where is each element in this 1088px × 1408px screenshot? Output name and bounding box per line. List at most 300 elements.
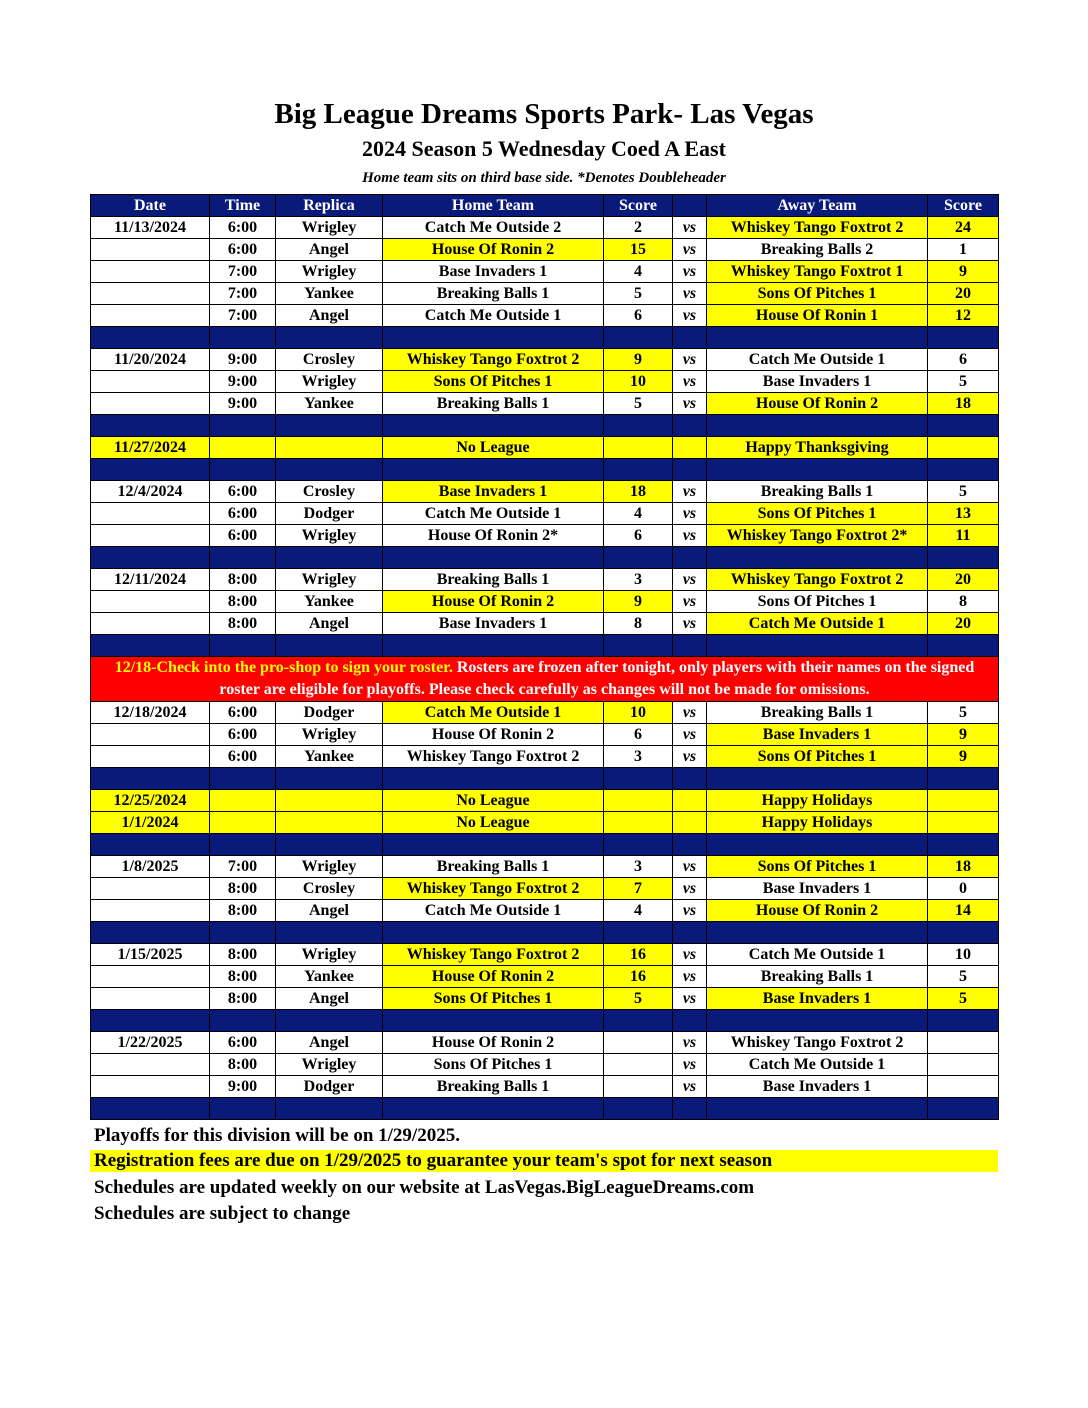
home-score-cell: 3 [604, 746, 673, 768]
away-score-cell: 9 [928, 724, 999, 746]
vs-cell [673, 790, 707, 812]
replica-cell: Yankee [276, 283, 383, 305]
date-cell [91, 371, 210, 393]
replica-cell: Angel [276, 1032, 383, 1054]
away-team-cell: Base Invaders 1 [707, 1076, 928, 1098]
date-cell [91, 591, 210, 613]
vs-cell: vs [673, 569, 707, 591]
away-team-cell: Sons Of Pitches 1 [707, 503, 928, 525]
game-row [91, 283, 999, 305]
separator-cell [210, 635, 276, 657]
separator-cell [210, 1010, 276, 1032]
home-score-cell: 6 [604, 724, 673, 746]
col-header-vs [673, 195, 707, 217]
away-team-cell: Happy Holidays [707, 790, 928, 812]
time-cell: 8:00 [210, 966, 276, 988]
home-team-cell: House Of Ronin 2* [383, 525, 604, 547]
game-row [91, 481, 999, 503]
home-team-cell: Sons Of Pitches 1 [383, 988, 604, 1010]
time-cell: 6:00 [210, 724, 276, 746]
vs-cell: vs [673, 349, 707, 371]
no-league-row [91, 812, 999, 834]
game-row [91, 525, 999, 547]
replica-cell: Angel [276, 988, 383, 1010]
date-cell [91, 900, 210, 922]
separator-cell [91, 327, 210, 349]
separator-cell [91, 768, 210, 790]
away-team-cell: Base Invaders 1 [707, 988, 928, 1010]
away-score-cell [928, 790, 999, 812]
replica-cell: Yankee [276, 746, 383, 768]
time-cell: 6:00 [210, 503, 276, 525]
game-row [91, 746, 999, 768]
separator-cell [707, 834, 928, 856]
date-cell [91, 988, 210, 1010]
time-cell [210, 437, 276, 459]
home-team-cell: Breaking Balls 1 [383, 393, 604, 415]
time-cell: 8:00 [210, 900, 276, 922]
replica-cell: Crosley [276, 481, 383, 503]
roster-notice-text: Rosters are frozen after tonight, only players with their names on the signed roster are eligible for playoffs. Please check carefully as changes will not be made for omissions. [219, 659, 975, 698]
home-score-cell: 4 [604, 900, 673, 922]
home-team-cell: Base Invaders 1 [383, 481, 604, 503]
game-row [91, 878, 999, 900]
home-score-cell: 5 [604, 393, 673, 415]
away-score-cell: 5 [928, 481, 999, 503]
separator-cell [276, 547, 383, 569]
home-team-cell: House Of Ronin 2 [383, 239, 604, 261]
home-team-cell: No League [383, 437, 604, 459]
separator-cell [928, 1098, 999, 1120]
replica-cell: Wrigley [276, 217, 383, 239]
home-team-cell: Sons Of Pitches 1 [383, 1054, 604, 1076]
away-score-cell: 5 [928, 702, 999, 724]
away-team-cell: House Of Ronin 2 [707, 393, 928, 415]
separator-cell [673, 768, 707, 790]
vs-cell: vs [673, 1032, 707, 1054]
separator-cell [673, 415, 707, 437]
away-score-cell: 18 [928, 393, 999, 415]
home-team-cell: No League [383, 812, 604, 834]
away-team-cell: Catch Me Outside 1 [707, 349, 928, 371]
separator-row [91, 922, 999, 944]
time-cell: 8:00 [210, 878, 276, 900]
separator-cell [383, 768, 604, 790]
game-row [91, 944, 999, 966]
away-team-cell: Happy Thanksgiving [707, 437, 928, 459]
separator-cell [91, 459, 210, 481]
separator-cell [210, 547, 276, 569]
schedule-note: Home team sits on third base side. *Denotes Doubleheader [362, 170, 726, 186]
roster-notice [91, 657, 999, 702]
home-score-cell [604, 1054, 673, 1076]
separator-cell [276, 415, 383, 437]
time-cell: 9:00 [210, 393, 276, 415]
separator-cell [276, 635, 383, 657]
replica-cell: Yankee [276, 966, 383, 988]
vs-cell: vs [673, 305, 707, 327]
home-team-cell: Catch Me Outside 1 [383, 900, 604, 922]
separator-cell [707, 1010, 928, 1032]
time-cell: 8:00 [210, 944, 276, 966]
separator-cell [604, 635, 673, 657]
separator-cell [707, 459, 928, 481]
replica-cell: Dodger [276, 1076, 383, 1098]
vs-cell: vs [673, 1076, 707, 1098]
footer-website [90, 1177, 998, 1199]
date-cell: 1/1/2024 [91, 812, 210, 834]
separator-cell [91, 922, 210, 944]
away-score-cell: 20 [928, 283, 999, 305]
date-cell: 1/8/2025 [91, 856, 210, 878]
date-cell: 11/13/2024 [91, 217, 210, 239]
separator-cell [673, 547, 707, 569]
date-cell [91, 305, 210, 327]
home-score-cell: 5 [604, 283, 673, 305]
schedule-table [90, 194, 999, 1120]
separator-cell [383, 547, 604, 569]
time-cell: 6:00 [210, 702, 276, 724]
away-score-cell: 24 [928, 217, 999, 239]
no-league-row [91, 790, 999, 812]
away-score-cell: 18 [928, 856, 999, 878]
game-row [91, 217, 999, 239]
away-score-cell: 12 [928, 305, 999, 327]
away-score-cell: 9 [928, 261, 999, 283]
replica-cell [276, 812, 383, 834]
vs-cell: vs [673, 746, 707, 768]
separator-cell [276, 768, 383, 790]
game-row [91, 1076, 999, 1098]
home-team-cell: Catch Me Outside 1 [383, 305, 604, 327]
separator-cell [383, 1010, 604, 1032]
page-title: Big League Dreams Sports Park- Las Vegas [274, 98, 814, 130]
separator-cell [673, 834, 707, 856]
separator-cell [276, 459, 383, 481]
home-team-cell: Catch Me Outside 1 [383, 702, 604, 724]
vs-cell: vs [673, 393, 707, 415]
separator-cell [276, 1098, 383, 1120]
home-score-cell [604, 812, 673, 834]
replica-cell: Yankee [276, 591, 383, 613]
separator-cell [210, 327, 276, 349]
date-cell [91, 878, 210, 900]
date-cell [91, 503, 210, 525]
game-row [91, 393, 999, 415]
vs-cell: vs [673, 283, 707, 305]
away-score-cell: 5 [928, 988, 999, 1010]
time-cell: 9:00 [210, 1076, 276, 1098]
replica-cell: Crosley [276, 878, 383, 900]
vs-cell [673, 437, 707, 459]
separator-cell [383, 1098, 604, 1120]
separator-cell [276, 834, 383, 856]
replica-cell: Wrigley [276, 371, 383, 393]
home-score-cell: 16 [604, 966, 673, 988]
home-score-cell: 9 [604, 349, 673, 371]
separator-row [91, 834, 999, 856]
home-team-cell: Breaking Balls 1 [383, 856, 604, 878]
time-cell: 6:00 [210, 239, 276, 261]
home-score-cell [604, 790, 673, 812]
time-cell: 8:00 [210, 613, 276, 635]
home-team-cell: House Of Ronin 2 [383, 966, 604, 988]
time-cell: 7:00 [210, 305, 276, 327]
separator-cell [383, 834, 604, 856]
time-cell: 8:00 [210, 569, 276, 591]
vs-cell: vs [673, 988, 707, 1010]
col-header-home-score: Score [604, 195, 673, 217]
no-league-row [91, 437, 999, 459]
vs-cell: vs [673, 217, 707, 239]
separator-row [91, 768, 999, 790]
footer-playoffs [90, 1125, 998, 1147]
replica-cell [276, 437, 383, 459]
vs-cell: vs [673, 613, 707, 635]
date-cell [91, 613, 210, 635]
footer-change-text: Schedules are subject to change [94, 1203, 351, 1224]
home-score-cell: 9 [604, 591, 673, 613]
separator-row [91, 327, 999, 349]
separator-cell [928, 768, 999, 790]
separator-row [91, 547, 999, 569]
home-team-cell: Whiskey Tango Foxtrot 2 [383, 878, 604, 900]
date-cell: 1/15/2025 [91, 944, 210, 966]
vs-cell: vs [673, 371, 707, 393]
home-score-cell: 7 [604, 878, 673, 900]
time-cell: 6:00 [210, 525, 276, 547]
home-score-cell: 6 [604, 525, 673, 547]
game-row [91, 988, 999, 1010]
time-cell: 8:00 [210, 988, 276, 1010]
away-team-cell: Catch Me Outside 1 [707, 1054, 928, 1076]
home-team-cell: No League [383, 790, 604, 812]
home-team-cell: House Of Ronin 2 [383, 591, 604, 613]
away-team-cell: Sons Of Pitches 1 [707, 856, 928, 878]
separator-cell [604, 415, 673, 437]
time-cell: 6:00 [210, 481, 276, 503]
separator-cell [928, 415, 999, 437]
game-row [91, 966, 999, 988]
time-cell [210, 790, 276, 812]
separator-cell [604, 768, 673, 790]
home-score-cell: 6 [604, 305, 673, 327]
game-row [91, 261, 999, 283]
vs-cell: vs [673, 856, 707, 878]
date-cell [91, 966, 210, 988]
away-team-cell: Sons Of Pitches 1 [707, 591, 928, 613]
separator-row [91, 1098, 999, 1120]
vs-cell: vs [673, 878, 707, 900]
away-score-cell [928, 1054, 999, 1076]
replica-cell: Wrigley [276, 724, 383, 746]
replica-cell: Wrigley [276, 261, 383, 283]
vs-cell: vs [673, 702, 707, 724]
away-team-cell: Whiskey Tango Foxtrot 2 [707, 569, 928, 591]
date-cell [91, 239, 210, 261]
home-team-cell: House Of Ronin 2 [383, 724, 604, 746]
separator-cell [210, 768, 276, 790]
separator-row [91, 415, 999, 437]
away-score-cell: 14 [928, 900, 999, 922]
away-team-cell: Catch Me Outside 1 [707, 613, 928, 635]
home-team-cell: Breaking Balls 1 [383, 569, 604, 591]
away-team-cell: Whiskey Tango Foxtrot 2 [707, 217, 928, 239]
away-team-cell: Base Invaders 1 [707, 724, 928, 746]
vs-cell: vs [673, 591, 707, 613]
schedule-body [91, 217, 999, 1120]
away-team-cell: Whiskey Tango Foxtrot 2 [707, 1032, 928, 1054]
game-row [91, 239, 999, 261]
vs-cell: vs [673, 503, 707, 525]
separator-cell [604, 1010, 673, 1032]
separator-cell [707, 415, 928, 437]
away-team-cell: Breaking Balls 2 [707, 239, 928, 261]
separator-cell [928, 834, 999, 856]
date-cell: 11/20/2024 [91, 349, 210, 371]
replica-cell: Wrigley [276, 944, 383, 966]
date-cell: 12/18/2024 [91, 702, 210, 724]
footer-registration [90, 1150, 998, 1172]
replica-cell: Dodger [276, 503, 383, 525]
home-team-cell: Base Invaders 1 [383, 613, 604, 635]
time-cell: 9:00 [210, 349, 276, 371]
date-cell [91, 724, 210, 746]
home-team-cell: Whiskey Tango Foxtrot 2 [383, 349, 604, 371]
away-score-cell: 10 [928, 944, 999, 966]
home-score-cell: 10 [604, 371, 673, 393]
separator-cell [604, 327, 673, 349]
page-subtitle: 2024 Season 5 Wednesday Coed A East [362, 136, 726, 161]
time-cell: 8:00 [210, 591, 276, 613]
away-score-cell: 0 [928, 878, 999, 900]
time-cell: 6:00 [210, 1032, 276, 1054]
game-row [91, 724, 999, 746]
away-score-cell [928, 437, 999, 459]
time-cell [210, 812, 276, 834]
vs-cell: vs [673, 966, 707, 988]
vs-cell [673, 812, 707, 834]
separator-cell [604, 459, 673, 481]
replica-cell: Angel [276, 613, 383, 635]
col-header-away-score: Score [928, 195, 999, 217]
away-team-cell: Breaking Balls 1 [707, 966, 928, 988]
separator-cell [91, 547, 210, 569]
game-row [91, 503, 999, 525]
table-header-row [91, 195, 999, 217]
away-score-cell: 5 [928, 371, 999, 393]
col-header-away-team: Away Team [707, 195, 928, 217]
replica-cell: Wrigley [276, 569, 383, 591]
replica-cell: Yankee [276, 393, 383, 415]
separator-cell [673, 635, 707, 657]
away-score-cell: 13 [928, 503, 999, 525]
home-score-cell [604, 1032, 673, 1054]
away-team-cell: Whiskey Tango Foxtrot 1 [707, 261, 928, 283]
separator-cell [91, 635, 210, 657]
separator-cell [91, 415, 210, 437]
home-team-cell: Catch Me Outside 2 [383, 217, 604, 239]
separator-cell [210, 922, 276, 944]
separator-cell [383, 922, 604, 944]
home-team-cell: Whiskey Tango Foxtrot 2 [383, 746, 604, 768]
date-cell [91, 1076, 210, 1098]
date-cell [91, 283, 210, 305]
replica-cell: Wrigley [276, 856, 383, 878]
date-cell: 1/22/2025 [91, 1032, 210, 1054]
away-team-cell: Whiskey Tango Foxtrot 2* [707, 525, 928, 547]
away-team-cell: Base Invaders 1 [707, 878, 928, 900]
away-score-cell: 5 [928, 966, 999, 988]
game-row [91, 349, 999, 371]
replica-cell: Angel [276, 900, 383, 922]
replica-cell: Dodger [276, 702, 383, 724]
game-row [91, 591, 999, 613]
replica-cell: Angel [276, 239, 383, 261]
game-row [91, 613, 999, 635]
separator-cell [707, 327, 928, 349]
home-team-cell: House Of Ronin 2 [383, 1032, 604, 1054]
separator-cell [276, 327, 383, 349]
separator-cell [91, 1010, 210, 1032]
replica-cell: Angel [276, 305, 383, 327]
date-cell [91, 1054, 210, 1076]
away-team-cell: Happy Holidays [707, 812, 928, 834]
away-score-cell: 6 [928, 349, 999, 371]
home-score-cell: 18 [604, 481, 673, 503]
home-score-cell: 10 [604, 702, 673, 724]
away-team-cell: House Of Ronin 1 [707, 305, 928, 327]
separator-cell [673, 1098, 707, 1120]
roster-notice-lead: 12/18-Check into the pro-shop to sign your roster. [114, 659, 453, 676]
separator-cell [673, 327, 707, 349]
home-score-cell: 8 [604, 613, 673, 635]
home-score-cell: 16 [604, 944, 673, 966]
separator-cell [604, 834, 673, 856]
time-cell: 6:00 [210, 217, 276, 239]
separator-cell [604, 547, 673, 569]
separator-cell [673, 1010, 707, 1032]
away-score-cell: 8 [928, 591, 999, 613]
time-cell: 6:00 [210, 746, 276, 768]
away-score-cell: 20 [928, 569, 999, 591]
separator-cell [673, 922, 707, 944]
away-team-cell: Sons Of Pitches 1 [707, 283, 928, 305]
separator-cell [91, 1098, 210, 1120]
game-row [91, 702, 999, 724]
replica-cell: Wrigley [276, 1054, 383, 1076]
home-team-cell: Base Invaders 1 [383, 261, 604, 283]
away-score-cell [928, 812, 999, 834]
separator-cell [928, 459, 999, 481]
home-team-cell: Breaking Balls 1 [383, 283, 604, 305]
separator-row [91, 1010, 999, 1032]
home-score-cell: 3 [604, 856, 673, 878]
away-team-cell: Breaking Balls 1 [707, 481, 928, 503]
home-team-cell: Catch Me Outside 1 [383, 503, 604, 525]
roster-notice-row [91, 657, 999, 702]
col-header-time: Time [210, 195, 276, 217]
vs-cell: vs [673, 724, 707, 746]
separator-cell [707, 547, 928, 569]
separator-cell [928, 327, 999, 349]
away-team-cell: House Of Ronin 2 [707, 900, 928, 922]
footer-playoffs-text: Playoffs for this division will be on 1/29/2025. [94, 1125, 460, 1146]
away-team-cell: Catch Me Outside 1 [707, 944, 928, 966]
separator-cell [928, 922, 999, 944]
vs-cell: vs [673, 261, 707, 283]
separator-row [91, 459, 999, 481]
